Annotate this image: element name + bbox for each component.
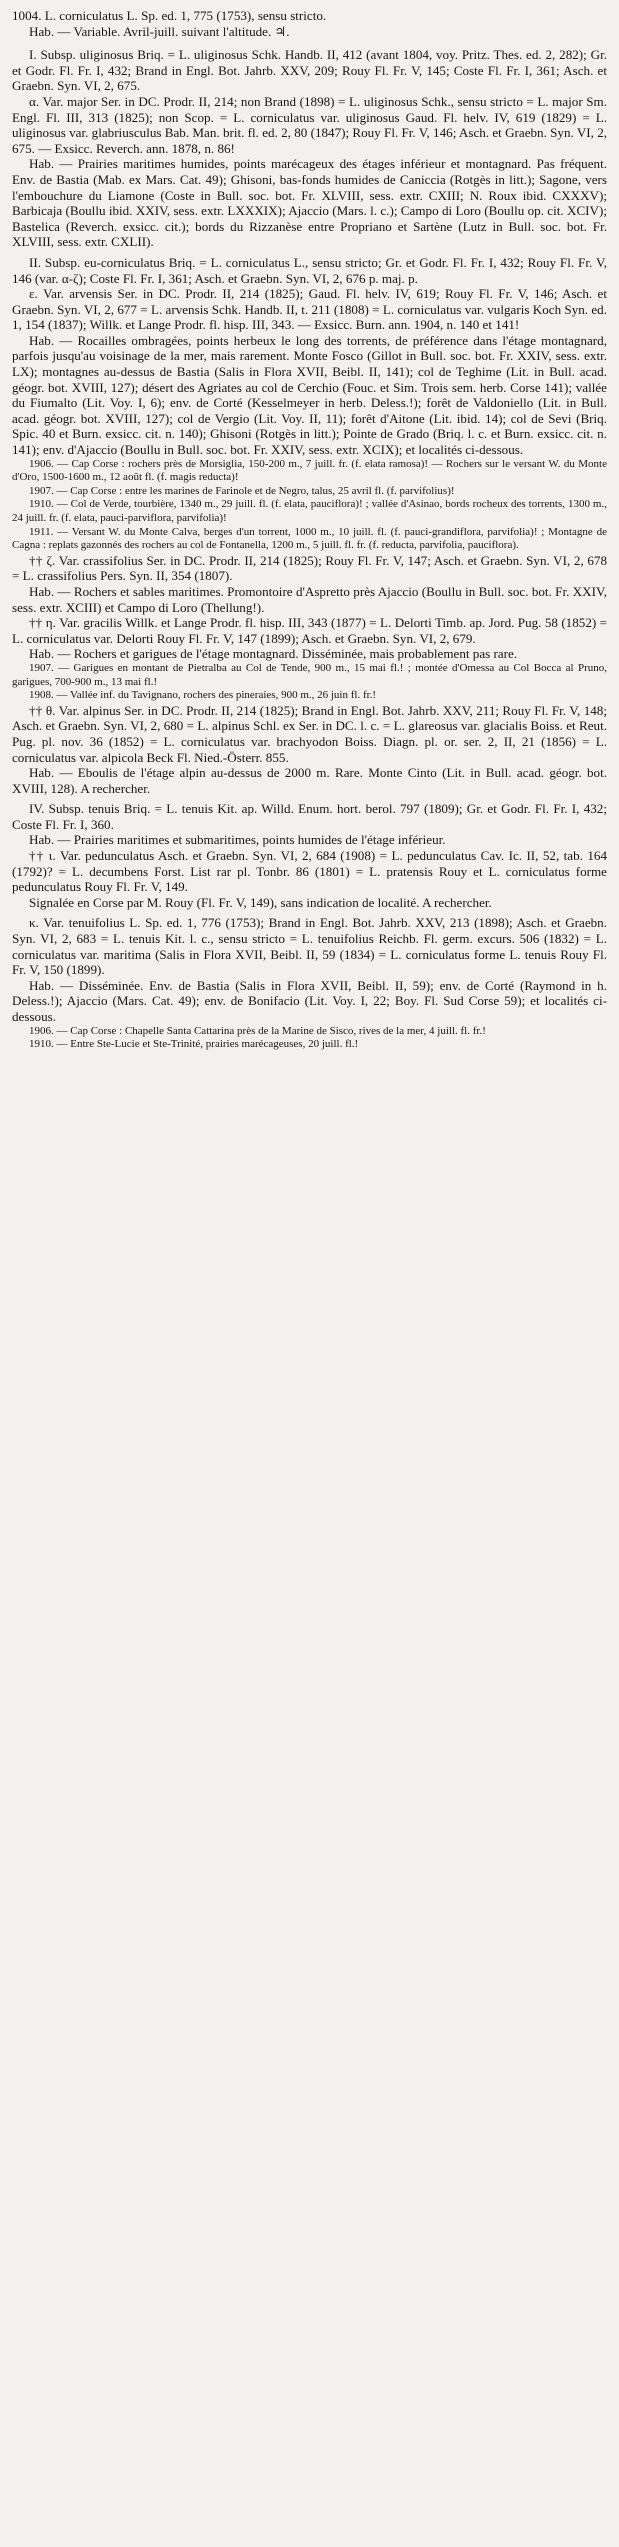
habitat-text: Hab. — Prairies maritimes humides, points marécageux des étages inférieur et montagnard. Pas fréquent. Env. de Bastia (Mab. ex Mars. Cat. 49); Ghisoni, bas-fonds humides de Caniccia (Rotgès in litt.); Sagone, vers l'embouchure du Liamone (Coste in Bull. soc. bot. Fr. XLVIII, sess. extr. CXIII; N. Roux ibid. CXXXV); Barbicaja (Boullu ibid. XXIV, sess. extr. LXXXIX); Ajaccio (Mars. l. c.); Campo di Loro (Boullu op. cit. XCIV); Bastelica (Reverch. exsicc. cit.); bords du Rizzanèse entre Propriano et Sartène (Lutz in Bull. soc. bot. Fr. XLVIII, sess. extr. CXLII). [12, 156, 607, 250]
collection-record: 1906. — Cap Corse : Chapelle Santa Cattarina près de la Marine de Sisco, rives de la mer, 4 juill. fl. fr.! [29, 1024, 486, 1037]
variety-entry: †† η. Var. gracilis Willk. et Lange Prodr. fl. hisp. III, 343 (1877) = L. Delorti Timb. ap. Jord. Pug. 58 (1852) = L. corniculatus var. Delorti Rouy Fl. Fr. V, 147 (1899); Asch. et Graebn. Syn. VI, 2, 679. [12, 615, 607, 646]
variety-entry: ε. Var. arvensis Ser. in DC. Prodr. II, 214 (1825); Gaud. Fl. helv. IV, 619; Rouy Fl. Fr. V, 146; Asch. et Graebn. Syn. VI, 2, 677 = L. arvensis Schk. Handb. II, t. 211 (1808) = L. corniculatus var. vulgaris Koch Syn. ed. 1, 154 (1837); Willk. et Lange Prodr. fl. hisp. III, 343. — Exsicc. Burn. ann. 1904, n. 140 et 141! [12, 286, 607, 333]
habitat-text: Hab. — Rochers et sables maritimes. Promontoire d'Aspretto près Ajaccio (Boullu in Bull. soc. bot. Fr. XXIV, sess. extr. XCIII) et Campo di Loro (Thellung!). [12, 583, 607, 615]
collection-record: 1911. — Versant W. du Monte Calva, berges d'un torrent, 1000 m., 10 juill. fl. (f. pauci-grandiflora, parvifolia)! ; Montagne de Cagna : replats gazonnés des rochers au col de Fontanella, 1200 m., 5 juill. fl. fr. (f. reducta, parvifolia, pauciflora). [12, 525, 607, 552]
species-heading: 1004. L. corniculatus L. Sp. ed. 1, 775 (1753), sensu stricto. [12, 8, 327, 23]
habitat-text: Hab. — Eboulis de l'étage alpin au-dessus de 2000 m. Rare. Monte Cinto (Lit. in Bull. acad. géogr. bot. XVIII, 128). A rechercher. [12, 765, 607, 796]
collection-record: 1907. — Garigues en montant de Pietralba au Col de Tende, 900 m., 15 mai fl.! ; montée d'Omessa au Col Bocca al Pruno, garigues, 700-900 m., 13 mai fl.! [12, 661, 607, 688]
collection-record: 1910. — Entre Ste-Lucie et Ste-Trinité, prairies marécageuses, 20 juill. fl.! [29, 1038, 359, 1051]
habitat-text: Hab. — Variable. Avril-juill. suivant l'altitude. ♃. [29, 23, 290, 39]
habitat-text: Hab. — Rochers et garigues de l'étage montagnard. Disséminée, mais probablement pas rare. [29, 646, 518, 662]
variety-entry: κ. Var. tenuifolius L. Sp. ed. 1, 776 (1753); Brand in Engl. Bot. Jahrb. XXV, 213 (1898); Asch. et Graebn. Syn. VI, 2, 683 = L. tenuis Kit. l. c., sensu stricto = L. tenuifolius Reichb. Fl. germ. excurs. 506 (1832) = L. corniculatus var. maritima (Salis in Flora XVII, Beibl. II, 59 (1834) = L. corniculatus forme L. tenuis Rouy Fl. Fr. V, 150 (1899). [12, 915, 607, 978]
collection-record: 1910. — Col de Verde, tourbière, 1340 m., 29 juill. fl. (f. elata, pauciflora)! ; vallée d'Asinao, bords rocheux des torrents, 1300 m., 24 juill. fr. (f. elata, pauci-parviflora, parvifolia)! [12, 498, 607, 524]
variety-entry: †† ι. Var. pedunculatus Asch. et Graebn. Syn. VI, 2, 684 (1908) = L. pedunculatus Cav. Ic. II, 52, tab. 164 (1792)? = L. decumbens Forst. List rar pl. Tonbr. 86 (1801) = L. pratensis Rouy et L. corniculatus forme pedunculatus Rouy Fl. Fr. V, 149. [12, 848, 607, 895]
collection-record: 1907. — Cap Corse : entre les marines de Farinole et de Negro, talus, 25 avril fl. (f. parvifolius)! [29, 484, 455, 497]
variety-entry: †† ζ. Var. crassifolius Ser. in DC. Prodr. II, 214 (1825); Rouy Fl. Fr. V, 147; Asch. et Graebn. Syn. VI, 2, 678 = L. crassifolius Pers. Syn. II, 354 (1807). [12, 552, 607, 584]
variety-entry: †† θ. Var. alpinus Ser. in DC. Prodr. II, 214 (1825); Brand in Engl. Bot. Jahrb. XXV, 211; Rouy Fl. Fr. V, 148; Asch. et Graebn. Syn. VI, 2, 680 = L. alpinus Schl. ex Ser. in DC. l. c. = L. glareosus var. glacialis Boiss. et Reut. Pug. pl. nov. 36 (1852) = L. corniculatus var. brachyodon Boiss. Diagn. pl. or. ser. 2, II, 21 (1856) = L. corniculatus var. alpicola Beck Fl. Nied.-Österr. 855. [12, 702, 607, 765]
variety-entry: α. Var. major Ser. in DC. Prodr. II, 214; non Brand (1898) = L. uliginosus Schk., sensu stricto = L. major Sm. Engl. Fl. III, 313 (1825); non Scop. = L. corniculatus var. uliginosus Gaud. Fl. helv. IV, 619 (1829) = L. uliginosus var. glabriusculus Bab. Man. brit. fl. ed. 2, 80 (1847); Rouy Fl. Fr. V, 146; Asch. et Graebn. Syn. VI, 2, 675. — Exsicc. Reverch. ann. 1878, n. 86! [12, 93, 608, 156]
collection-record: 1906. — Cap Corse : rochers près de Morsiglia, 150-200 m., 7 juill. fr. (f. elata ramosa)! — Rochers sur le versant W. du Monte d'Oro, 1500-1600 m., 12 août fl. (f. magis reducta)! [12, 457, 607, 484]
note-text: Signalée en Corse par M. Rouy (Fl. Fr. V, 149), sans indication de localité. A rechercher. [29, 894, 492, 910]
habitat-text: Hab. — Prairies maritimes et submaritimes, points humides de l'étage inférieur. [29, 832, 446, 848]
subspecies-heading: I. Subsp. uliginosus Briq. = L. uliginosus Schk. Handb. II, 412 (avant 1804, voy. Pritz. Thes. ed. 2, 282); Gr. et Godr. Fl. Fr. I, 432; Brand in Engl. Bot. Jahrb. XXV, 209; Rouy Fl. Fr. V, 145; Coste Fl. Fr. I, 361; Asch. et Graebn. Syn. VI, 2, 675. [12, 47, 607, 94]
habitat-text: Hab. — Disséminée. Env. de Bastia (Salis in Flora XVII, Beibl. II, 59); env. de Corté (Raymond in h. Deless.!); Ajaccio (Mars. Cat. 49); env. de Bonifacio (Lit. Voy. I, 22; Boy. Fl. Sud Corse 59); et localités ci-dessous. [12, 977, 607, 1024]
subspecies-heading: II. Subsp. eu-corniculatus Briq. = L. corniculatus L., sensu stricto; Gr. et Godr. Fl. Fr. I, 432; Rouy Fl. Fr. V, 146 (var. α-ζ); Coste Fl. Fr. I, 361; Asch. et Graebn. Syn. VI, 2, 676 p. maj. p. [12, 254, 607, 286]
collection-record: 1908. — Vallée inf. du Tavignano, rochers des pineraies, 900 m., 26 juin fl. fr.! [29, 689, 377, 702]
habitat-text: Hab. — Rocailles ombragées, points herbeux le long des torrents, de préférence dans l'étage montagnard, parfois jusqu'au voisinage de la mer, mais rarement. Monte Fosco (Gillot in Bull. soc. bot. Fr. XXIV, sess. extr. LX); montagnes au-dessus de Bastia (Salis in Flora XVII, Beibl. II, 141); col de Teghime (Lit. in Bull. acad. géogr. bot. XVIII, 127); désert des Agriates au col de Cerchio (Fouc. et Sim. Trois sem. herb. Corse 141); vallée du Fiumalto (Lit. Voy. I, 6); env. de Corté (Kesselmeyer in herb. Deless.!); forêt de Valdoniello (Lit. in Bull. acad. géogr. bot. XVIII, 127); col de Vergio (Lit. Voy. II, 11); forêt d'Aitone (Lit. ibid. 14); col de Sevi (Briq. Spic. 40 et Burn. exsicc. cit. n. 140); Ghisoni (Rotgès in litt.); Pointe de Grado (Briq. l. c. et Burn. exsicc. cit. n. 141); env. d'Ajaccio (Boullu in Bull. soc. bot. Fr. XXIV, sess. extr. XCIX); et localités ci-dessous. [12, 332, 607, 458]
subspecies-heading: IV. Subsp. tenuis Briq. = L. tenuis Kit. ap. Willd. Enum. hort. berol. 797 (1809); Gr. et Godr. Fl. Fr. I, 432; Coste Fl. Fr. I, 360. [12, 801, 607, 832]
